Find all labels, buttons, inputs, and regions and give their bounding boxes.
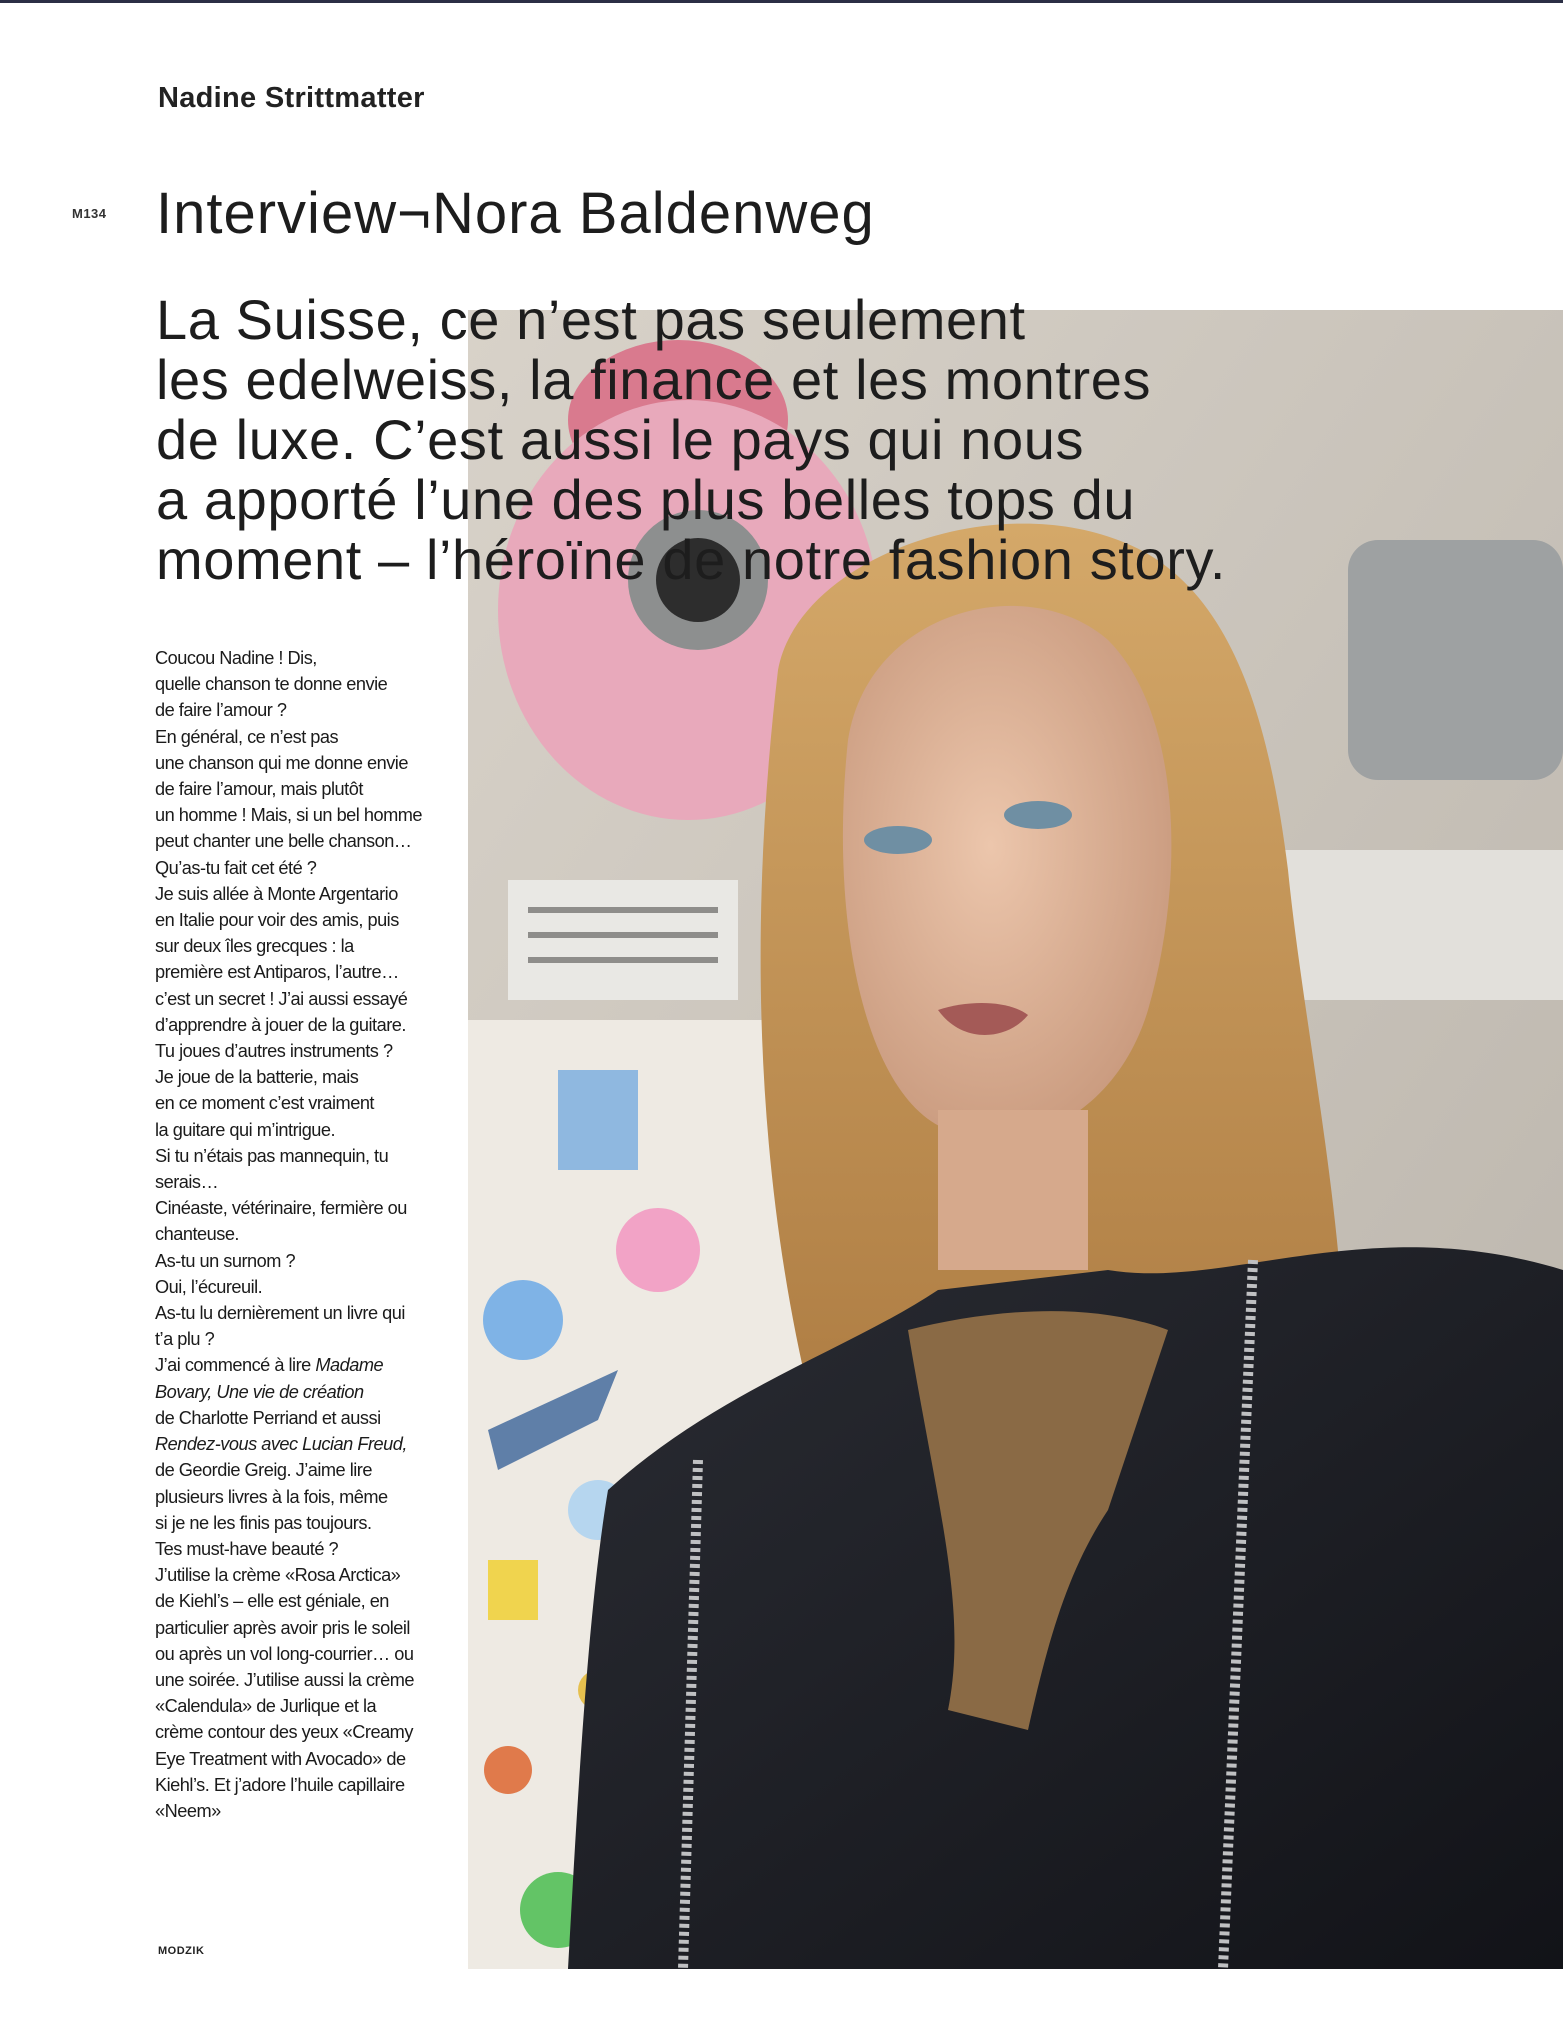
interview-line: en ce moment c’est vraiment [155,1093,374,1114]
interview-line: c’est un secret ! J’ai aussi essayé [155,988,408,1009]
interview-line: As-tu lu dernièrement un livre qui [155,1303,405,1324]
interview-line: première est Antiparos, l’autre… [155,962,399,983]
article-title: Interview¬Nora Baldenweg [156,181,875,246]
interview-line: un homme ! Mais, si un bel homme [155,805,423,826]
interview-line [155,1379,455,1405]
page-number: M134 [72,206,107,221]
interview-line: Tu joues d’autres instruments ? [155,1041,393,1062]
interview-line: «Calendula» de Jurlique et la [155,1696,377,1717]
interview-line: chanteuse. [155,1224,239,1245]
lede-line: de luxe. C’est aussi le pays qui nous [156,408,1085,471]
interview-line: Kiehl’s. Et j’adore l’huile capillaire [155,1774,405,1795]
interview-line: quelle chanson te donne envie [155,674,388,695]
interview-line: de faire l’amour, mais plutôt [155,779,363,800]
interview-line: de Kiehl’s – elle est géniale, en [155,1591,389,1612]
lede-paragraph [156,290,1356,590]
interview-line: J’utilise la crème «Rosa Arctica» [155,1565,401,1586]
interview-text: J’ai commencé à lire [155,1355,316,1376]
book-title: Rendez-vous avec Lucian Freud, [155,1434,407,1455]
interview-column [155,645,455,1824]
interview-line: d’apprendre à jouer de la guitare. [155,1014,406,1035]
interview-line: une soirée. J’utilise aussi la crème [155,1669,414,1690]
interview-line: Tes must-have beauté ? [155,1538,339,1559]
top-rule [0,0,1563,3]
interview-line: Oui, l’écureuil. [155,1276,263,1297]
interview-line: en Italie pour voir des amis, puis [155,910,399,931]
interview-line [155,1431,455,1457]
interview-line: de Charlotte Perriand et aussi [155,1407,381,1428]
interview-line [155,1352,455,1378]
interview-line: crème contour des yeux «Creamy [155,1722,413,1743]
lede-line: La Suisse, ce n’est pas seulement [156,288,1026,351]
interview-line: serais… [155,1172,219,1193]
interview-line: As-tu un surnom ? [155,1250,296,1271]
interview-line: Coucou Nadine ! Dis, [155,648,317,668]
interview-line: ou après un vol long-courrier… ou [155,1643,414,1664]
interview-line: particulier après avoir pris le soleil [155,1617,410,1638]
lede-line: a apporté l’une des plus belles tops du [156,468,1136,531]
interview-line: de faire l’amour ? [155,700,287,721]
book-title: Madame [315,1355,384,1376]
interview-line: plusieurs livres à la fois, même [155,1486,388,1507]
interview-line: une chanson qui me donne envie [155,752,408,773]
interview-line: si je ne les finis pas toujours. [155,1512,372,1533]
interview-line: Eye Treatment with Avocado» de [155,1748,406,1769]
interview-line: Qu’as-tu fait cet été ? [155,857,317,878]
lede-line: les edelweiss, la finance et les montres [156,348,1152,411]
interview-line: de Geordie Greig. J’aime lire [155,1460,372,1481]
interview-line: «Neem» [155,1800,221,1821]
interview-line: Si tu n’étais pas mannequin, tu [155,1145,389,1166]
interview-line: t’a plu ? [155,1329,215,1350]
magazine-name: MODZIK [158,1945,205,1957]
book-title: Bovary, Une vie de création [155,1381,364,1402]
interview-line: En général, ce n’est pas [155,726,339,747]
interview-line: peut chanter une belle chanson… [155,831,412,852]
interview-line: Je joue de la batterie, mais [155,1067,359,1088]
interview-line: la guitare qui m’intrigue. [155,1119,336,1140]
interview-line: Je suis allée à Monte Argentario [155,883,398,904]
interview-line: Cinéaste, vétérinaire, fermière ou [155,1198,407,1219]
author-name: Nadine Strittmatter [158,82,425,114]
interview-line: sur deux îles grecques : la [155,936,354,957]
lede-line: moment – l’héroïne de notre fashion story. [156,528,1227,591]
